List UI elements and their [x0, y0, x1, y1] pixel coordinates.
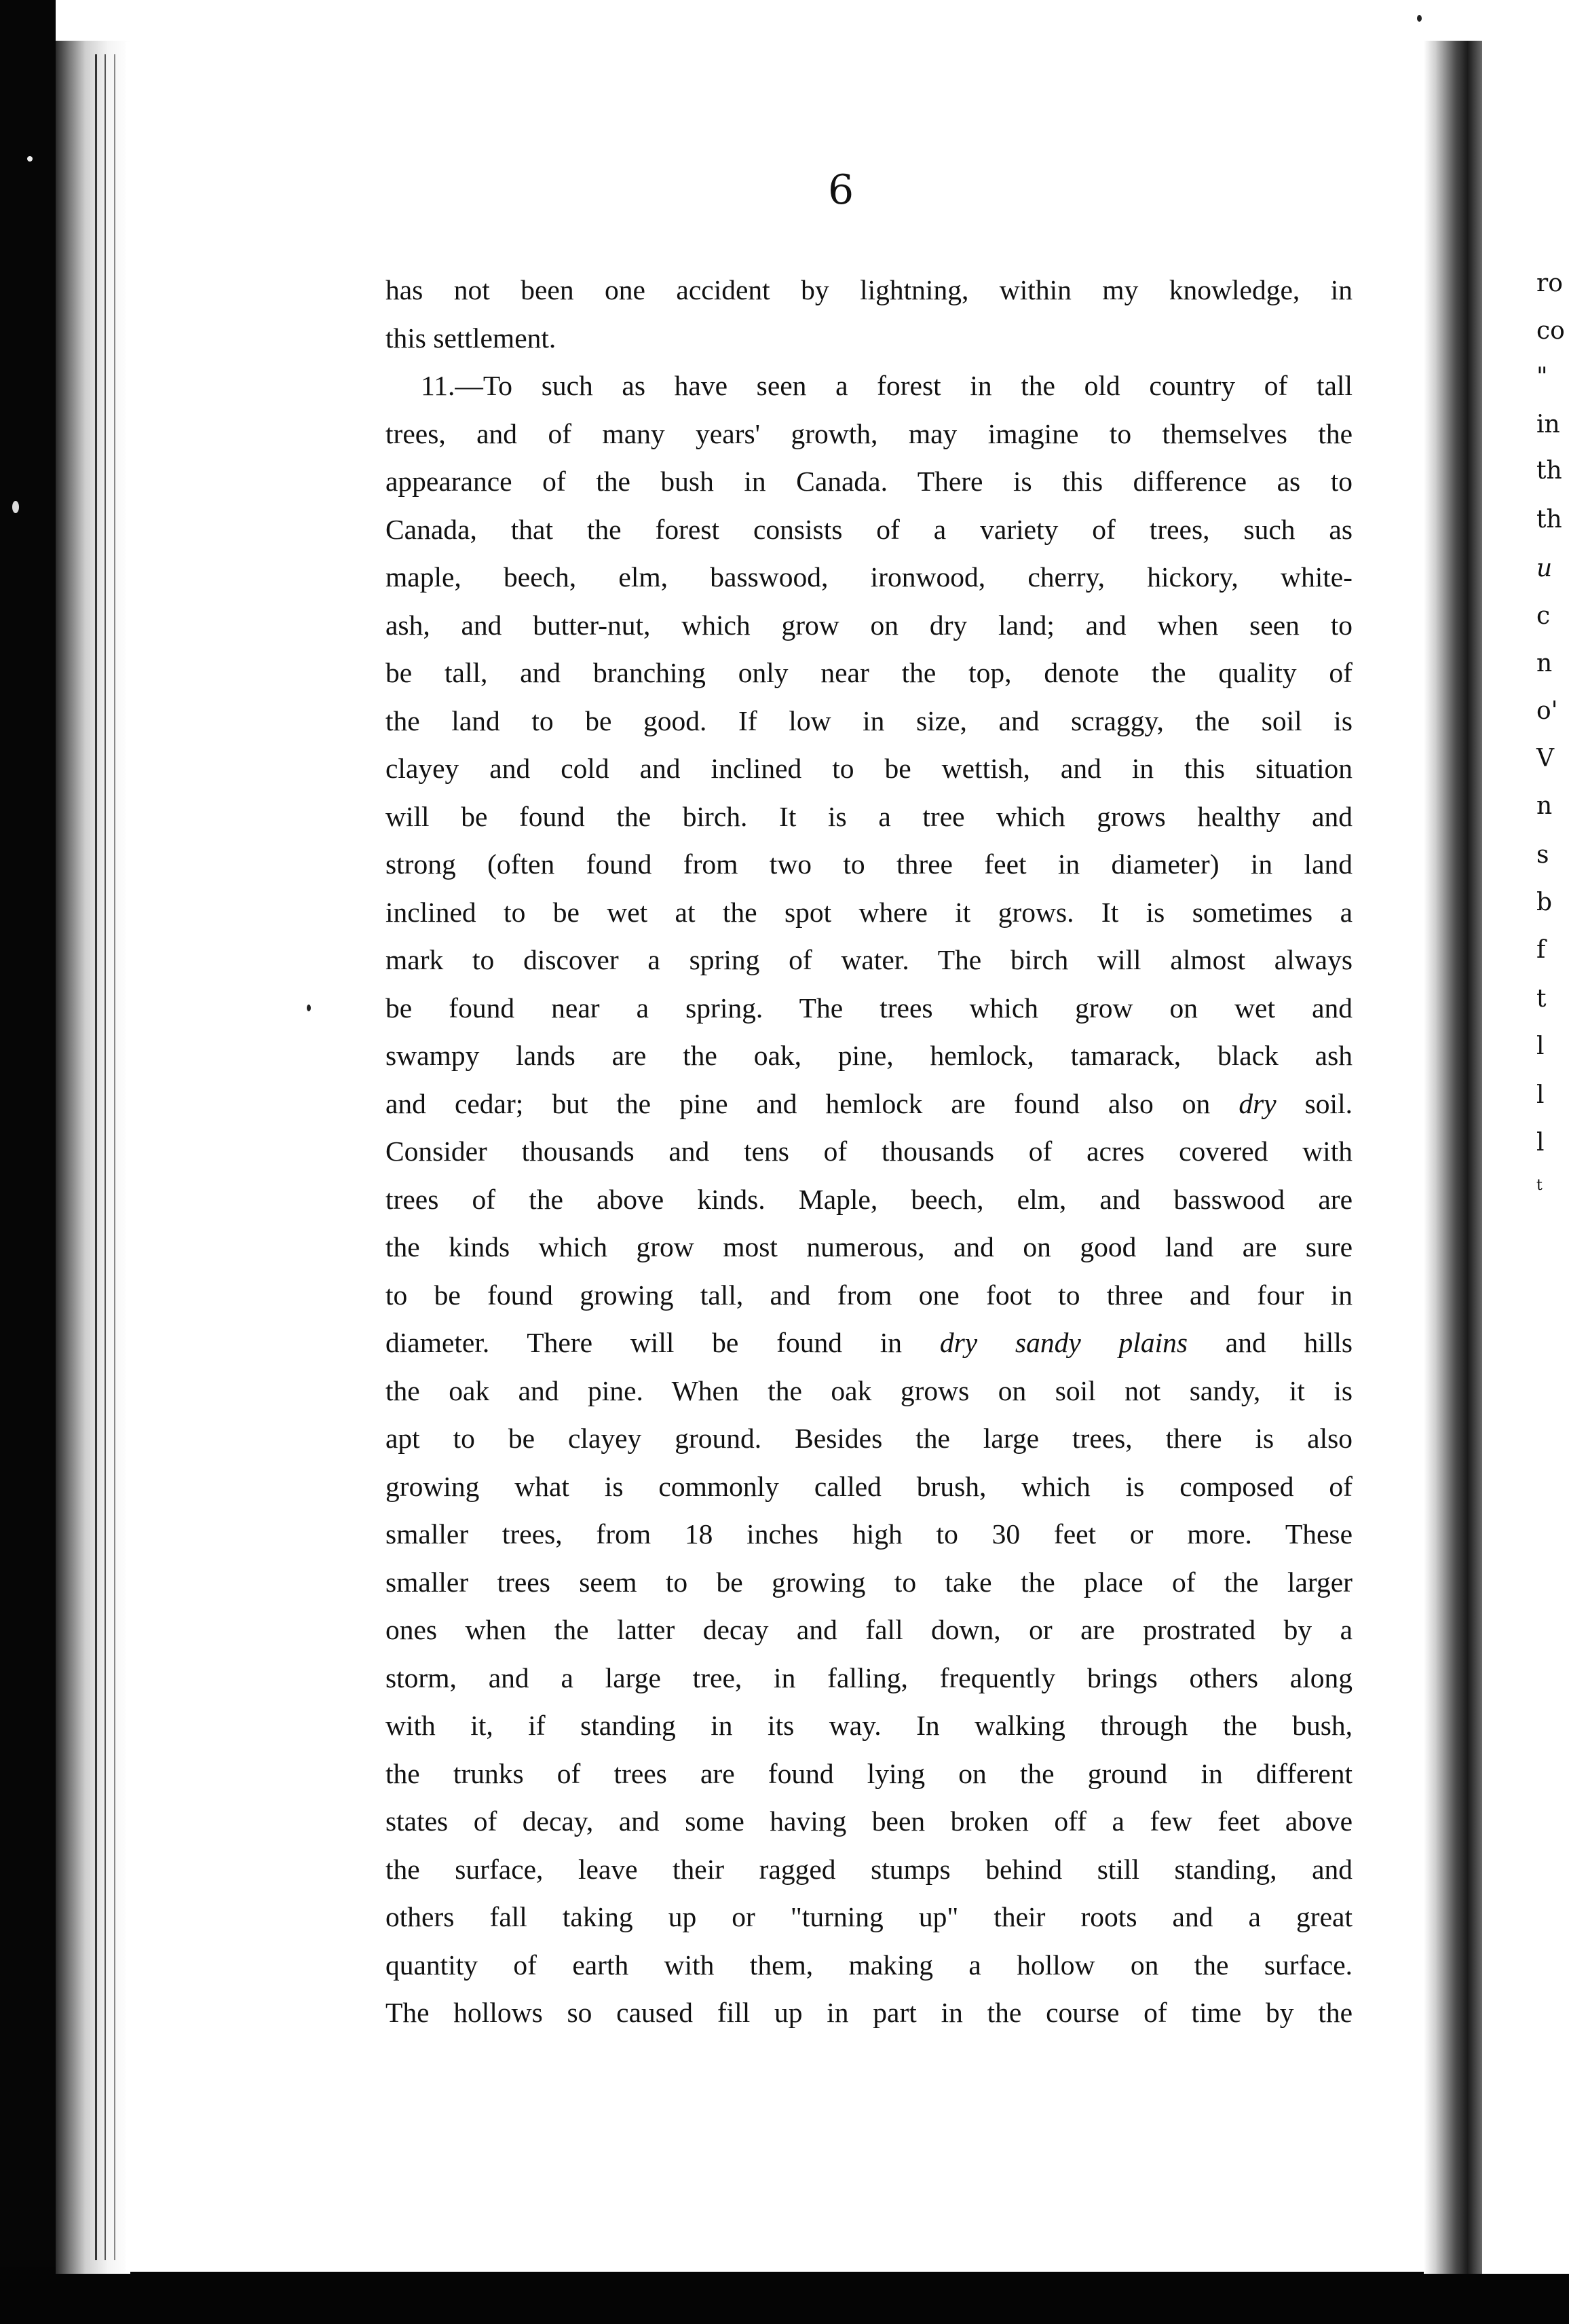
- text-line: be tall, and branching only near the top, denote the quality of: [385, 657, 1353, 688]
- adjacent-page-text: co: [1536, 317, 1565, 345]
- text-line: states of decay, and some having been broken off a few feet above: [385, 1805, 1353, 1837]
- text-line: storm, and a large tree, in falling, frequently brings others along: [385, 1662, 1353, 1693]
- text-line: to be found growing tall, and from one foot to three and four in: [385, 1279, 1353, 1311]
- text-line: appearance of the bush in Canada. There is this difference as to: [385, 466, 1353, 497]
- text-line: has not been one accident by lightning, within my knowledge, in: [385, 274, 1353, 305]
- text-line: The hollows so caused fill up in part in the course of time by the: [385, 1997, 1353, 2028]
- text-line: swampy lands are the oak, pine, hemlock, tamarack, black ash: [385, 1040, 1353, 1071]
- text-line: Canada, that the forest consists of a variety of trees, such as: [385, 513, 1353, 545]
- adjacent-page-text: u: [1536, 555, 1553, 582]
- text-line: inclined to be wet at the spot where it grows. It is sometimes a: [385, 896, 1353, 928]
- text-line: others fall taking up or "turning up" their roots and a great: [385, 1901, 1353, 1932]
- adjacent-page-text: c: [1536, 602, 1551, 630]
- text-line: and cedar; but the pine and hemlock are found also on dry soil.: [385, 1087, 1353, 1119]
- text-line: clayey and cold and inclined to be wettish, and in this situation: [385, 753, 1353, 784]
- scan-speck: [307, 1005, 311, 1011]
- adjacent-page-text: t: [1536, 1177, 1543, 1194]
- text-line: diameter. There will be found in dry sandy plains and hills: [385, 1327, 1353, 1358]
- text-line: this settlement.: [385, 322, 556, 354]
- text-line: trees, and of many years' growth, may imagine to themselves the: [385, 417, 1353, 449]
- text-line: apt to be clayey ground. Besides the large trees, there is also: [385, 1423, 1353, 1454]
- page-edge-line: [114, 54, 115, 2260]
- text-line: the land to be good. If low in size, and scraggy, the soil is: [385, 705, 1353, 736]
- scan-speck: [27, 156, 33, 162]
- text-line: growing what is commonly called brush, which is composed of: [385, 1470, 1353, 1502]
- adjacent-page-text: ro: [1536, 269, 1563, 297]
- text-line: with it, if standing in its way. In walking through the bush,: [385, 1710, 1353, 1741]
- text-line: Consider thousands and tens of thousands of acres covered with: [385, 1136, 1353, 1167]
- text-line: be found near a spring. The trees which grow on wet and: [385, 992, 1353, 1024]
- text-line: the kinds which grow most numerous, and on good land are sure: [385, 1231, 1353, 1262]
- adjacent-page-text: th: [1536, 506, 1562, 533]
- text-line: ash, and butter-nut, which grow on dry land; and when seen to: [385, 609, 1353, 641]
- text-line: mark to discover a spring of water. The birch will almost always: [385, 944, 1353, 975]
- adjacent-page-text: ": [1536, 363, 1548, 391]
- text-line: maple, beech, elm, basswood, ironwood, cherry, hickory, white-: [385, 561, 1353, 593]
- adjacent-page-text: l: [1536, 1032, 1545, 1060]
- adjacent-page-text: V: [1536, 745, 1554, 772]
- text-line: smaller trees seem to be growing to take the place of the larger: [385, 1566, 1353, 1598]
- adjacent-page-text: o': [1536, 697, 1558, 725]
- adjacent-page-text: b: [1536, 888, 1553, 916]
- text-line: strong (often found from two to three feet in diameter) in land: [385, 848, 1353, 880]
- scan-speck: [1417, 15, 1422, 22]
- adjacent-page-text: n: [1536, 650, 1553, 677]
- page-edge-line: [105, 54, 106, 2260]
- text-line: ones when the latter decay and fall down, or are prostrated by a: [385, 1614, 1353, 1645]
- text-line: trees of the above kinds. Maple, beech, elm, and basswood are: [385, 1183, 1353, 1215]
- scanner-background-bottom: [0, 2267, 1569, 2324]
- adjacent-page-text: s: [1536, 841, 1549, 869]
- page-number: 6: [828, 166, 854, 214]
- binding-gutter: [1424, 41, 1482, 2274]
- left-page-edge: [56, 41, 130, 2274]
- text-line: will be found the birch. It is a tree which grows healthy and: [385, 800, 1353, 832]
- adjacent-page-fragment: [1482, 41, 1569, 2274]
- text-line: smaller trees, from 18 inches high to 30 feet or more. These: [385, 1518, 1353, 1550]
- text-line: the oak and pine. When the oak grows on soil not sandy, it is: [385, 1374, 1353, 1406]
- adjacent-page-text: l: [1536, 1081, 1545, 1109]
- adjacent-page-text: n: [1536, 792, 1553, 820]
- adjacent-page-text: in: [1536, 411, 1560, 438]
- text-line: the surface, leave their ragged stumps behind still standing, and: [385, 1853, 1353, 1885]
- page-edge-line: [95, 54, 97, 2260]
- body-text: [385, 266, 1353, 2037]
- adjacent-page-text: th: [1536, 457, 1562, 485]
- scan-speck: [12, 501, 19, 513]
- text-line: the trunks of trees are found lying on the ground in different: [385, 1757, 1353, 1789]
- paragraph-start-line: 11.—To such as have seen a forest in the old country of tall: [421, 370, 1353, 401]
- adjacent-page-text: t: [1536, 985, 1547, 1013]
- adjacent-page-text: f: [1536, 936, 1546, 964]
- scanner-background-left: [0, 0, 56, 2324]
- adjacent-page-text: l: [1536, 1129, 1545, 1157]
- text-line: quantity of earth with them, making a hollow on the surface.: [385, 1949, 1353, 1981]
